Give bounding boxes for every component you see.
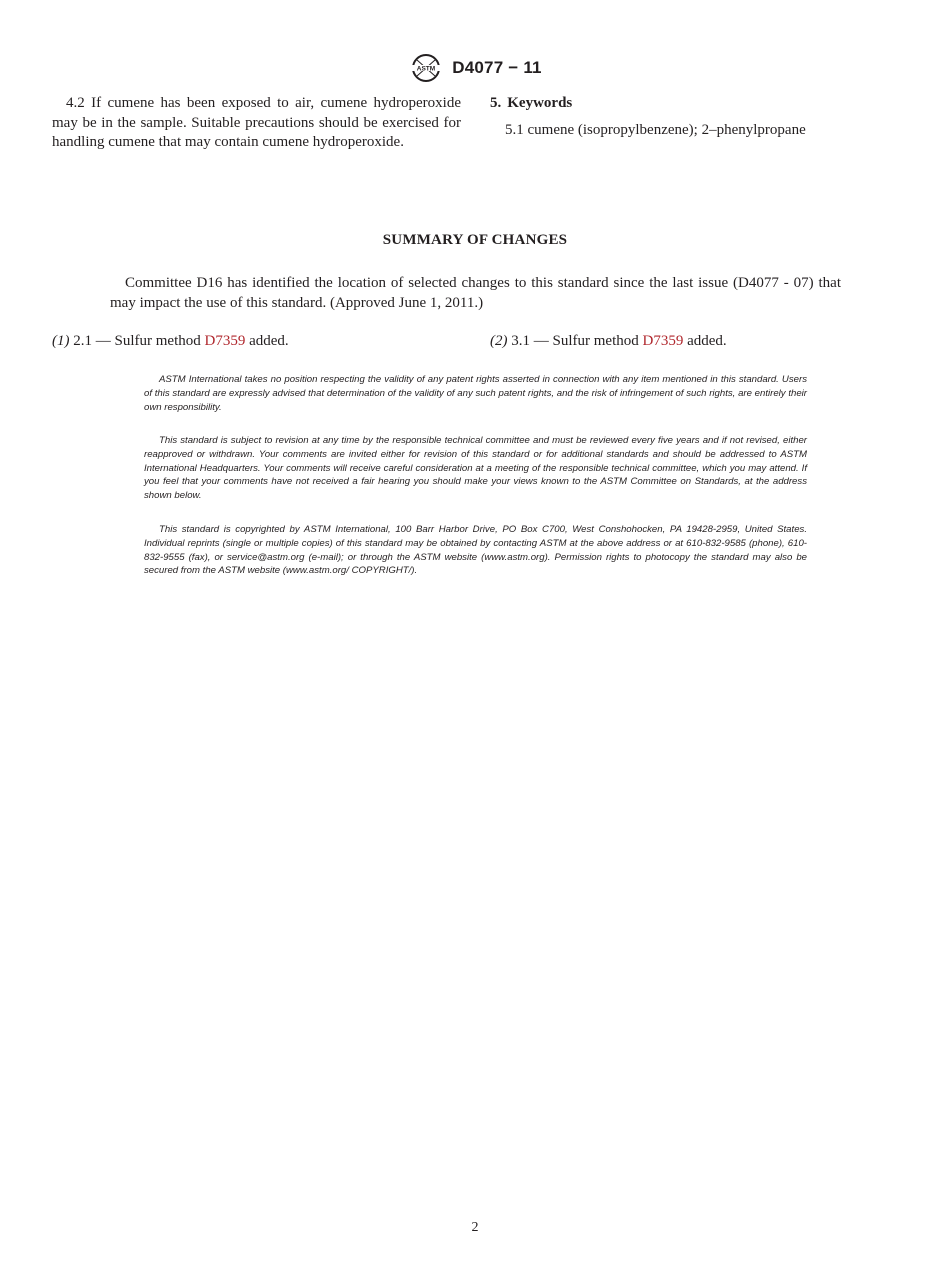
- change-suffix: added.: [687, 333, 727, 349]
- revision-notice: [144, 434, 807, 503]
- patent-notice-text: ASTM International takes no position respecting the validity of any patent rights asserted in connection with any item mentioned in this standard. Users of this standard are expressly advised that determination of the validity of any such patent rights, and the risk of infringement of such rights, are entirely their own responsibility.: [144, 374, 807, 413]
- section-heading-keywords: [490, 94, 900, 114]
- change-index: (2): [490, 333, 508, 349]
- svg-text:ASTM: ASTM: [417, 65, 436, 73]
- left-column: [52, 94, 461, 153]
- summary-of-changes-title: SUMMARY OF CHANGES: [382, 232, 568, 248]
- change-index: (1): [52, 333, 70, 349]
- change-prefix: 3.1 — Sulfur method: [511, 333, 639, 349]
- summary-intro-text: Committee D16 has identified the location of selected changes to this standard since the last issue (D4077 - 07) that may impact the use of this standard. (Approved June 1, 2011.): [110, 275, 841, 311]
- page-header: [0, 52, 950, 84]
- copyright-notice-text: This standard is copyrighted by ASTM International, 100 Barr Harbor Drive, PO Box C700, West Conshohocken, PA 19428-2959, United States. Individual reprints (single or multiple copies) of this standard may be obtained by contacting ASTM at the above address or at 610-832-9585 (phone), 610-832-9555 (fax), or service@astm.org (e-mail); or through the ASTM website (www.astm.org). Permission rights to photocopy the standard may also be secured from the ASTM website (www.astm.org/ COPYRIGHT/).: [144, 524, 807, 577]
- standard-link-d7359[interactable]: D7359: [204, 333, 246, 349]
- summary-intro: [110, 273, 841, 313]
- revision-notice-text: This standard is subject to revision at any time by the responsible technical committee and must be reviewed every five years and if not revised, either reapproved or withdrawn. Your comments are invited either for revision of this standard or for additional standards and should be addressed to ASTM International Headquarters. Your comments will receive careful consideration at a meeting of the responsible technical committee, which you may attend. If you feel that your comments have not received a fair hearing you should make your views known to the ASTM Committee on Standards, at the address shown below.: [144, 435, 807, 502]
- section-title: Keywords: [507, 95, 573, 111]
- patent-notice: [144, 373, 807, 414]
- change-suffix: added.: [249, 333, 289, 349]
- paragraph-4-2: 4.2 If cumene has been exposed to air, cumene hydroperoxide may be in the sample. Suitable precautions should be exercised for handling cumene that may contain cumene hydroperoxide.: [52, 95, 461, 150]
- section-number: 5.: [490, 95, 502, 111]
- change-item-2: [490, 332, 727, 351]
- document-designation: D4077 − 11: [452, 58, 542, 77]
- change-item-1: [52, 332, 289, 351]
- astm-logo-icon: [408, 52, 444, 84]
- page-number: 2: [471, 1220, 479, 1235]
- right-column: [490, 94, 900, 140]
- keywords-item-5-1: 5.1 cumene (isopropylbenzene); 2–phenylpropane: [505, 121, 806, 138]
- copyright-notice: [144, 523, 807, 578]
- standard-link-d7359[interactable]: D7359: [642, 333, 684, 349]
- change-prefix: 2.1 — Sulfur method: [73, 333, 201, 349]
